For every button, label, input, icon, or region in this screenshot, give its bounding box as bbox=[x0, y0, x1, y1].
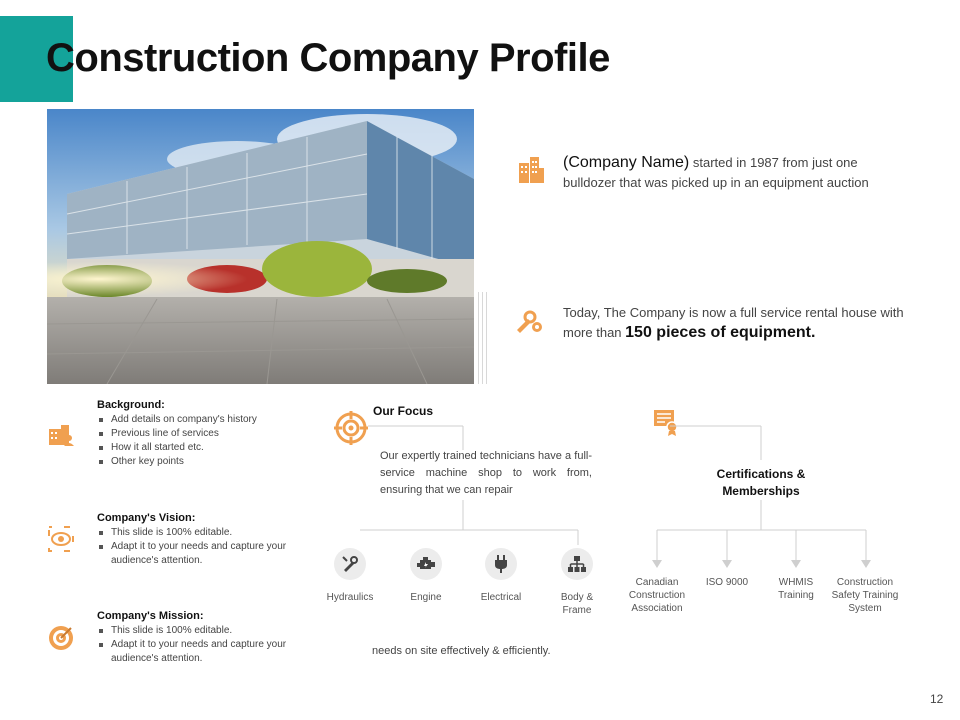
hierarchy-icon bbox=[561, 548, 593, 580]
divider-line bbox=[486, 292, 487, 384]
vision-bullet: This slide is 100% editable. bbox=[97, 526, 317, 540]
divider-line bbox=[482, 292, 483, 384]
vision-eye-icon bbox=[47, 525, 77, 555]
mission-section bbox=[97, 610, 317, 666]
focus-title: Our Focus bbox=[373, 404, 434, 418]
focus-item-label: Engine bbox=[410, 592, 442, 603]
mission-bullet: This slide is 100% editable. bbox=[97, 624, 317, 638]
page-number: 12 bbox=[930, 692, 944, 706]
mission-bullet: Adapt it to your needs and capture your audience's attention. bbox=[97, 638, 317, 666]
vision-heading: Company's Vision: bbox=[97, 512, 196, 524]
focus-item-label: Electrical bbox=[480, 592, 522, 603]
building-person-icon bbox=[47, 423, 77, 453]
mission-heading: Company's Mission: bbox=[97, 610, 204, 622]
cert-item-label: WHMIS Training bbox=[778, 577, 814, 601]
slide-title: Construction Company Profile bbox=[46, 36, 610, 80]
mission-target-icon bbox=[47, 624, 77, 654]
cert-item-label: Canadian Construction Association bbox=[628, 577, 686, 614]
focus-item-label: Hydraulics bbox=[326, 592, 374, 603]
equipment-highlight: 150 pieces of equipment. bbox=[625, 324, 816, 341]
background-bullet: How it all started etc. bbox=[97, 441, 317, 455]
intro-today-text bbox=[563, 303, 923, 343]
cert-item-label: ISO 9000 bbox=[705, 577, 749, 588]
certifications-title: Certifications & Memberships bbox=[716, 467, 806, 498]
company-name: (Company Name) bbox=[563, 154, 690, 171]
vision-section bbox=[97, 512, 317, 568]
background-heading: Background: bbox=[97, 399, 165, 411]
hydraulics-icon bbox=[334, 548, 366, 580]
background-bullet: Previous line of services bbox=[97, 427, 317, 441]
focus-description-end: needs on site effectively & efficiently. bbox=[372, 645, 551, 657]
electrical-plug-icon bbox=[485, 548, 517, 580]
background-section bbox=[97, 399, 317, 469]
wrench-gear-icon bbox=[514, 308, 544, 338]
engine-icon bbox=[410, 548, 442, 580]
today-text: Today, The Company is now a full service rental house with more than bbox=[563, 305, 904, 340]
cert-item-label: Construction Safety Training System bbox=[831, 577, 899, 614]
vision-bullet: Adapt it to your needs and capture your audience's attention. bbox=[97, 540, 317, 568]
building-photo bbox=[47, 109, 474, 384]
focus-description: Our expertly trained technicians have a full-service machine shop to work from, ensuring that we can repair bbox=[380, 450, 592, 496]
focus-item-label: Body & Frame bbox=[560, 592, 594, 616]
divider-line bbox=[478, 292, 479, 384]
history-text: started in 1987 from just one bulldozer that was picked up in an equipment auction bbox=[563, 155, 869, 190]
background-bullet: Add details on company's history bbox=[97, 413, 317, 427]
background-bullet: Other key points bbox=[97, 455, 317, 469]
intro-history-text bbox=[563, 153, 913, 193]
buildings-icon bbox=[518, 155, 548, 185]
